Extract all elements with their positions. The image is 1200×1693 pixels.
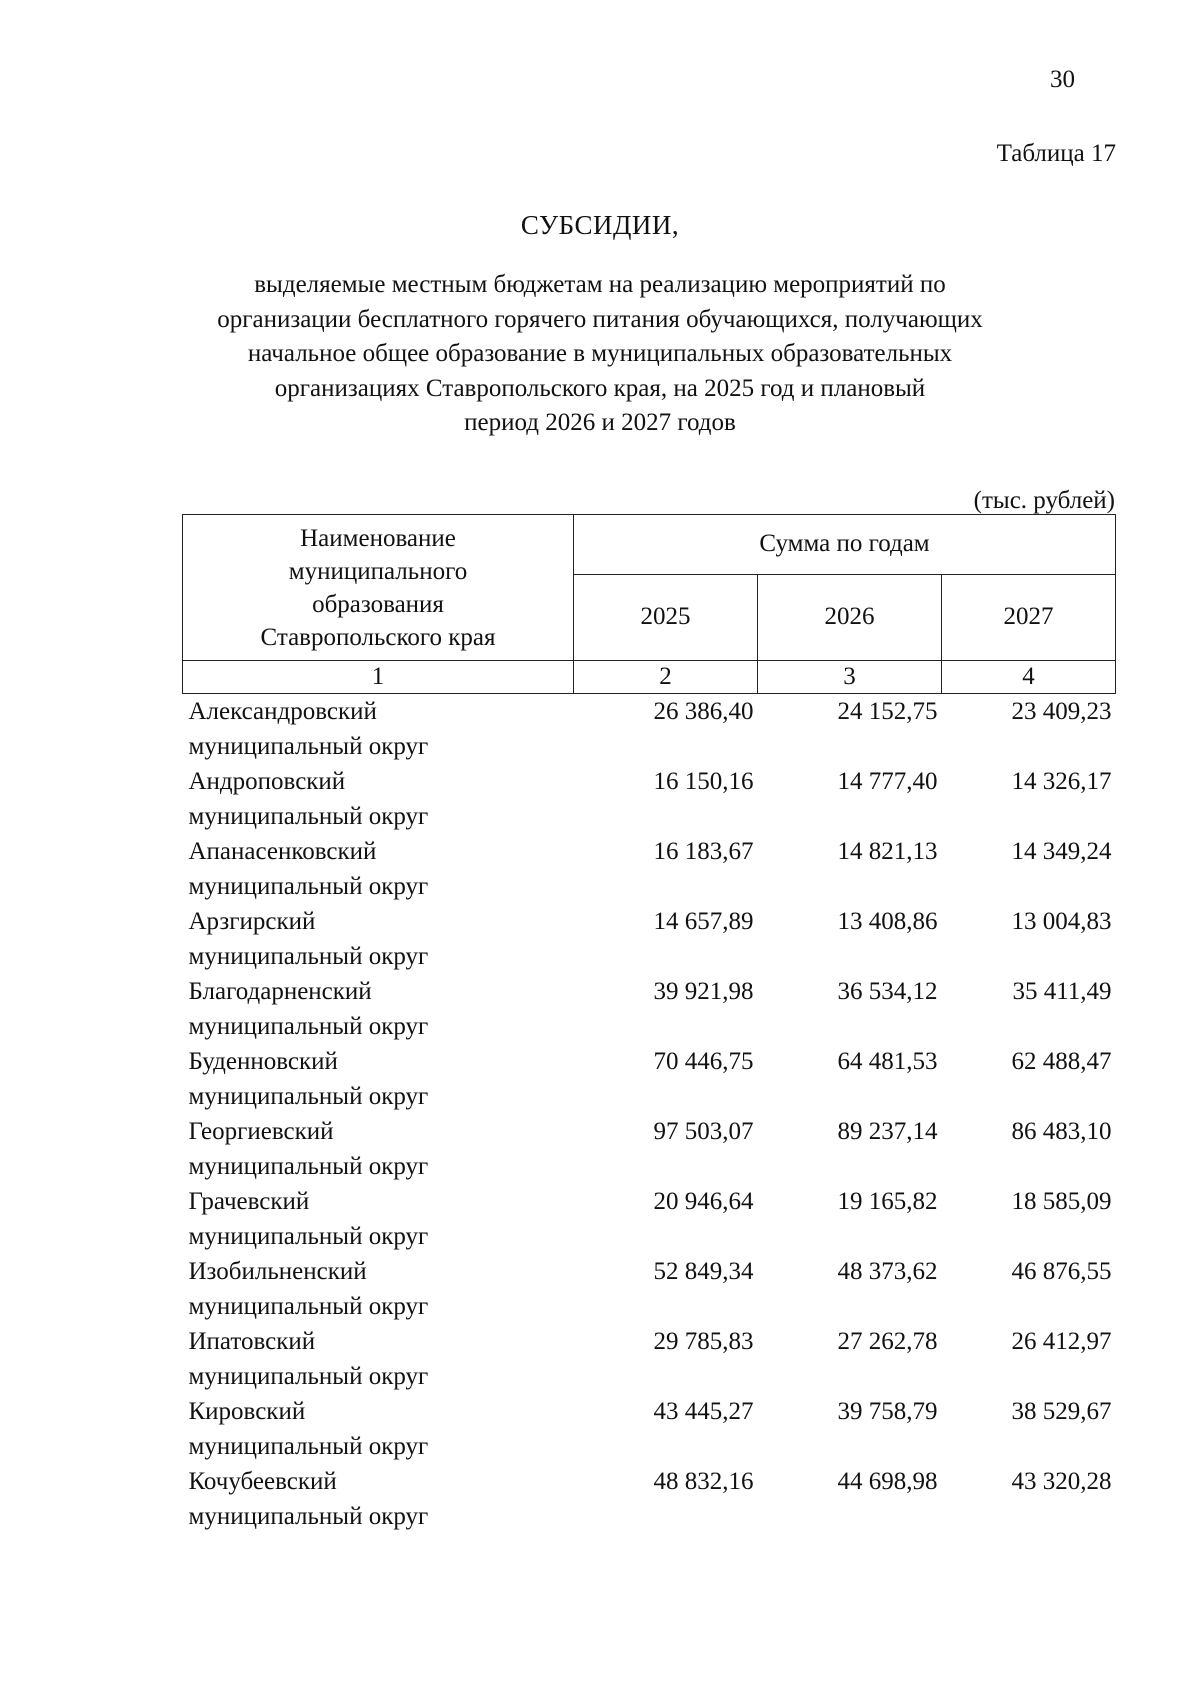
table-row (183, 834, 1116, 904)
municipality-type: муниципальный округ (188, 943, 429, 970)
subtitle-line: начальное общее образование в муниципальных образовательных (247, 340, 953, 367)
municipality-name-cell (183, 974, 574, 1044)
municipality-name-cell (183, 1184, 574, 1254)
municipality-name: Апанасенковский (188, 838, 377, 865)
amount-2027: 14 326,17 (1011, 768, 1112, 795)
amount-2026: 89 237,14 (837, 1118, 938, 1145)
amount-2026: 36 534,12 (837, 978, 938, 1005)
amount-2027: 35 411,49 (1012, 978, 1112, 1005)
municipality-name-cell (183, 1044, 574, 1114)
amount-2026: 27 262,78 (837, 1328, 938, 1355)
subtitle-line: выделяемые местным бюджетам на реализацию мероприятий по (254, 271, 946, 298)
table-label: Таблица 17 (996, 140, 1116, 167)
municipality-type: муниципальный округ (188, 1503, 429, 1530)
table-row (183, 1324, 1116, 1394)
amount-2025: 39 921,98 (653, 978, 754, 1005)
table-row (183, 904, 1116, 974)
table-row (183, 694, 1116, 765)
municipality-name: Георгиевский (188, 1118, 334, 1145)
amount-2027: 38 529,67 (1011, 1398, 1112, 1425)
municipality-name-cell (183, 1254, 574, 1324)
amount-2027: 23 409,23 (1011, 698, 1112, 725)
municipality-name: Изобильненский (188, 1258, 367, 1285)
amount-2025: 20 946,64 (653, 1188, 754, 1215)
municipality-name: Андроповский (188, 768, 346, 795)
table-row (183, 1114, 1116, 1184)
document-subtitle (200, 268, 1000, 441)
municipality-name: Ипатовский (188, 1328, 316, 1355)
amount-2026: 19 165,82 (837, 1188, 938, 1215)
header-name-line: образования (312, 590, 444, 618)
municipality-name: Благодарненский (188, 978, 372, 1005)
municipality-type: муниципальный округ (188, 1013, 429, 1040)
table-row (183, 1184, 1116, 1254)
municipality-name: Александровский (188, 698, 377, 725)
amount-2027: 86 483,10 (1011, 1118, 1112, 1145)
amount-2027: 26 412,97 (1011, 1328, 1112, 1355)
municipality-name: Кочубеевский (188, 1468, 337, 1495)
header-name-line: муниципального (288, 557, 468, 585)
municipality-name-cell (183, 1394, 574, 1464)
municipality-name: Кировский (188, 1398, 306, 1425)
amount-2025: 70 446,75 (653, 1048, 754, 1075)
amount-2025: 48 832,16 (653, 1468, 754, 1495)
amount-2025: 52 849,34 (653, 1258, 754, 1285)
subtitle-line: период 2026 и 2027 годов (464, 409, 736, 436)
amount-2026: 14 821,13 (837, 838, 938, 865)
column-number: 2 (574, 661, 758, 694)
amount-2025: 16 183,67 (653, 838, 754, 865)
municipality-type: муниципальный округ (188, 803, 429, 830)
municipality-name: Буденновский (188, 1048, 338, 1075)
municipality-type: муниципальный округ (188, 1223, 429, 1250)
column-number: 4 (942, 661, 1116, 694)
column-number: 1 (183, 661, 574, 694)
municipality-type: муниципальный округ (188, 873, 429, 900)
page-number: 30 (1050, 66, 1075, 93)
table-row (183, 1254, 1116, 1324)
amount-2026: 48 373,62 (837, 1258, 938, 1285)
amount-2027: 13 004,83 (1011, 908, 1112, 935)
municipality-type: муниципальный округ (188, 1433, 429, 1460)
amount-2026: 64 481,53 (837, 1048, 938, 1075)
amount-2026: 24 152,75 (837, 698, 938, 725)
table-row (183, 1464, 1116, 1534)
header-year-2026: 2026 (758, 574, 942, 660)
amount-2025: 97 503,07 (653, 1118, 754, 1145)
amount-2027: 62 488,47 (1011, 1048, 1112, 1075)
header-year-2027: 2027 (942, 574, 1116, 660)
municipality-name-cell (183, 904, 574, 974)
units-label: (тыс. рублей) (973, 487, 1115, 514)
municipality-type: муниципальный округ (188, 1293, 429, 1320)
municipality-name-cell (183, 694, 574, 765)
municipality-name-cell (183, 764, 574, 834)
subtitle-line: организации бесплатного горячего питания обучающихся, получающих (217, 305, 983, 333)
column-number: 3 (758, 661, 942, 694)
municipality-name-cell (183, 1114, 574, 1184)
header-name-line: Ставропольского края (260, 623, 496, 651)
amount-2025: 14 657,89 (653, 908, 754, 935)
amount-2027: 14 349,24 (1011, 838, 1112, 865)
amount-2025: 16 150,16 (653, 768, 754, 795)
amount-2025: 29 785,83 (653, 1328, 754, 1355)
municipality-type: муниципальный округ (188, 1363, 429, 1390)
table-row (183, 764, 1116, 834)
subsidies-table (182, 514, 1116, 1534)
header-name-line: Наименование (300, 524, 456, 552)
header-sum-cell: Сумма по годам (574, 515, 1116, 575)
amount-2025: 26 386,40 (653, 698, 754, 725)
amount-2026: 44 698,98 (837, 1468, 938, 1495)
table-row (183, 974, 1116, 1044)
municipality-name-cell (183, 834, 574, 904)
municipality-name-cell (183, 1464, 574, 1534)
amount-2027: 46 876,55 (1011, 1258, 1112, 1285)
amount-2026: 14 777,40 (837, 768, 938, 795)
amount-2025: 43 445,27 (653, 1398, 754, 1425)
amount-2027: 18 585,09 (1011, 1188, 1112, 1215)
municipality-name: Арзгирский (188, 908, 316, 935)
municipality-name-cell (183, 1324, 574, 1394)
table-row (183, 1044, 1116, 1114)
header-name-cell (183, 515, 574, 661)
amount-2026: 39 758,79 (837, 1398, 938, 1425)
subtitle-line: организациях Ставропольского края, на 2025 год и плановый (274, 374, 926, 402)
municipality-name: Грачевский (188, 1188, 310, 1215)
table-row (183, 1394, 1116, 1464)
amount-2027: 43 320,28 (1011, 1468, 1112, 1495)
municipality-type: муниципальный округ (188, 733, 429, 760)
amount-2026: 13 408,86 (837, 908, 938, 935)
municipality-type: муниципальный округ (188, 1153, 429, 1180)
table-body (183, 694, 1116, 1535)
document-title: СУБСИДИИ, (520, 210, 680, 240)
header-year-2025: 2025 (574, 574, 758, 660)
municipality-type: муниципальный округ (188, 1083, 429, 1110)
